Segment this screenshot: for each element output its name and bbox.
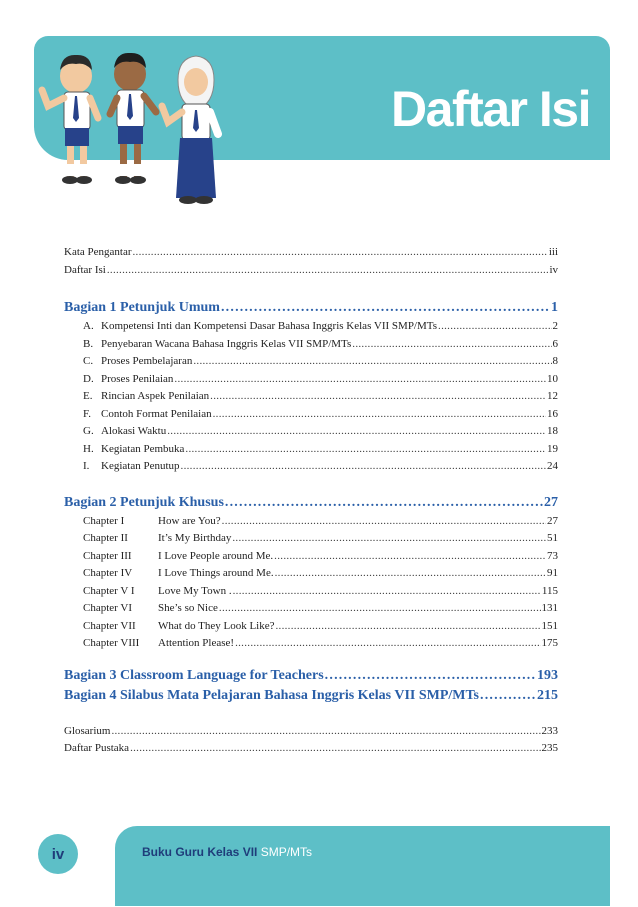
toc-chapter-number: Chapter III — [83, 549, 132, 562]
toc-section-page: 193 — [537, 667, 558, 683]
toc-section-label: Bagian 3 Classroom Language for Teachers — [64, 667, 324, 683]
toc-item[interactable] — [64, 406, 558, 424]
toc-chapter-number: Chapter VIII — [83, 637, 140, 649]
toc-item[interactable] — [64, 423, 558, 441]
leader-dots — [232, 530, 546, 547]
toc-entry-label: Daftar Pustaka — [64, 742, 130, 754]
toc-chapter[interactable] — [64, 600, 558, 618]
leader-dots — [193, 353, 551, 370]
leader-dots — [233, 583, 541, 600]
toc-chapter-title: Attention Please! — [158, 637, 235, 649]
toc-section-page: 1 — [551, 300, 558, 315]
leader-dots — [222, 513, 546, 530]
toc-item-letter: I. — [83, 460, 90, 472]
toc-item-page: 10 — [547, 372, 558, 385]
toc-chapter[interactable] — [64, 530, 558, 548]
toc-chapter-title: Love My Town . — [158, 584, 232, 597]
toc-item-label: Alokasi Waktu — [101, 425, 167, 437]
leader-dots — [274, 548, 546, 565]
toc-item-letter: E. — [83, 390, 93, 402]
table-of-contents — [64, 244, 558, 758]
toc-item-label: Proses Pembelajaran — [101, 355, 193, 367]
toc-item-label: Contoh Format Penilaian — [101, 407, 212, 420]
toc-chapter-page: 175 — [541, 637, 558, 649]
page-title: Daftar Isi — [391, 81, 590, 137]
toc-item-page: 12 — [547, 390, 558, 402]
toc-chapter-number: Chapter VII — [83, 619, 136, 632]
toc-item-letter: B. — [83, 337, 94, 350]
toc-chapter-number: Chapter I — [83, 514, 125, 527]
toc-entry-daftar-isi[interactable] — [64, 262, 558, 280]
toc-item-page: 6 — [552, 337, 558, 350]
toc-chapter-page: 151 — [541, 619, 558, 632]
toc-item-label: Penyebaran Wacana Bahasa Inggris Kelas VII SMP/MTs — [101, 337, 352, 350]
toc-item-label: Rincian Aspek Penilaian — [101, 390, 210, 402]
toc-section-bagian-4[interactable] — [64, 686, 558, 706]
leader-dots — [181, 458, 546, 475]
toc-entry-page: 233 — [541, 724, 558, 737]
toc-chapter-page: 27 — [547, 514, 558, 527]
leader-dots — [219, 600, 541, 617]
toc-item-label: Kompetensi Inti dan Kompetensi Dasar Bahasa Inggris Kelas VII SMP/MTs — [101, 320, 438, 332]
toc-item[interactable] — [64, 336, 558, 354]
toc-entry-daftar-pustaka[interactable] — [64, 740, 558, 758]
toc-chapter-title: How are You? — [158, 514, 221, 527]
toc-item[interactable] — [64, 388, 558, 406]
toc-item-letter: H. — [83, 442, 94, 455]
toc-entry-page: 235 — [541, 742, 558, 754]
leader-dots — [130, 740, 540, 757]
leader-dots — [133, 244, 548, 261]
toc-entry-label: Glosarium — [64, 724, 111, 737]
toc-section-bagian-1[interactable] — [64, 298, 558, 318]
toc-item-label: Kegiatan Pembuka — [101, 442, 185, 455]
toc-item-letter: D. — [83, 372, 94, 385]
toc-item[interactable] — [64, 441, 558, 459]
toc-section-page: 27 — [544, 494, 558, 510]
toc-item[interactable] — [64, 353, 558, 371]
toc-section-label: Bagian 1 Petunjuk Umum — [64, 300, 220, 315]
toc-item[interactable] — [64, 458, 558, 476]
toc-chapter-number: Chapter V I — [83, 584, 135, 597]
toc-item-page: 2 — [552, 320, 558, 332]
leader-dots — [352, 336, 551, 353]
toc-chapter-number: Chapter II — [83, 532, 128, 544]
toc-section-label: Bagian 2 Petunjuk Khusus — [64, 494, 224, 510]
page-number: iv — [38, 834, 78, 874]
toc-section-bagian-3[interactable] — [64, 666, 558, 686]
toc-entry-label: Daftar Isi — [64, 263, 106, 276]
toc-entry-page: iii — [548, 246, 558, 258]
toc-entry-label: Kata Pengantar — [64, 246, 132, 258]
leader-dots — [225, 493, 543, 513]
toc-chapter-title: What do They Look Like? — [158, 619, 275, 632]
toc-item-letter: G. — [83, 425, 94, 437]
toc-entry-page: iv — [549, 263, 558, 276]
toc-item-page: 19 — [547, 442, 558, 455]
leader-dots — [167, 423, 546, 440]
toc-item-label: Proses Penilaian — [101, 372, 174, 385]
toc-chapter[interactable] — [64, 618, 558, 636]
footer-banner — [115, 826, 610, 906]
toc-chapter-page: 73 — [547, 549, 558, 562]
leader-dots — [111, 723, 540, 740]
toc-chapter-title: She’s so Nice — [158, 602, 218, 614]
leader-dots — [480, 686, 536, 706]
leader-dots — [174, 371, 546, 388]
toc-item-page: 18 — [547, 425, 558, 437]
toc-item[interactable] — [64, 371, 558, 389]
footer-book-title-bold: Buku Guru Kelas VII — [142, 845, 258, 859]
toc-section-bagian-2[interactable] — [64, 493, 558, 513]
toc-item-page: 8 — [552, 355, 558, 367]
leader-dots — [221, 298, 550, 318]
toc-chapter-page: 115 — [541, 584, 558, 597]
toc-item-label: Kegiatan Penutup — [101, 460, 180, 472]
footer-book-title — [142, 845, 312, 859]
leader-dots — [107, 262, 549, 279]
toc-chapter-title: I Love People around Me. — [158, 549, 274, 562]
toc-chapter-number: Chapter IV — [83, 567, 133, 579]
toc-chapter[interactable] — [64, 583, 558, 601]
toc-chapter-page: 131 — [541, 602, 558, 614]
toc-section-page: 215 — [537, 687, 558, 703]
toc-item-page: 16 — [547, 407, 558, 420]
leader-dots — [275, 618, 540, 635]
toc-chapter[interactable] — [64, 548, 558, 566]
toc-entry-kata-pengantar[interactable] — [64, 244, 558, 262]
toc-item[interactable] — [64, 318, 558, 336]
leader-dots — [235, 635, 540, 652]
toc-item-letter: C. — [83, 355, 94, 367]
toc-chapter[interactable] — [64, 513, 558, 531]
toc-item-letter: A. — [83, 320, 94, 332]
leader-dots — [210, 388, 546, 405]
leader-dots — [325, 666, 536, 686]
students-illustration — [28, 18, 268, 208]
toc-chapter-page: 91 — [547, 567, 558, 579]
toc-chapter-title: I Love Things around Me. — [158, 567, 274, 579]
toc-chapter[interactable] — [64, 635, 558, 653]
leader-dots — [213, 406, 546, 423]
leader-dots — [185, 441, 546, 458]
footer-book-title-light: SMP/MTs — [260, 845, 313, 859]
toc-chapter-number: Chapter VI — [83, 602, 132, 614]
toc-item-page: 24 — [547, 460, 558, 472]
toc-chapter[interactable] — [64, 565, 558, 583]
leader-dots — [275, 565, 546, 582]
leader-dots — [438, 318, 551, 335]
toc-entry-glosarium[interactable] — [64, 723, 558, 741]
toc-chapter-page: 51 — [547, 532, 558, 544]
toc-item-letter: F. — [83, 407, 91, 420]
toc-section-label: Bagian 4 Silabus Mata Pelajaran Bahasa Inggris Kelas VII SMP/MTs — [64, 687, 480, 703]
toc-chapter-title: It’s My Birthday — [158, 532, 232, 544]
